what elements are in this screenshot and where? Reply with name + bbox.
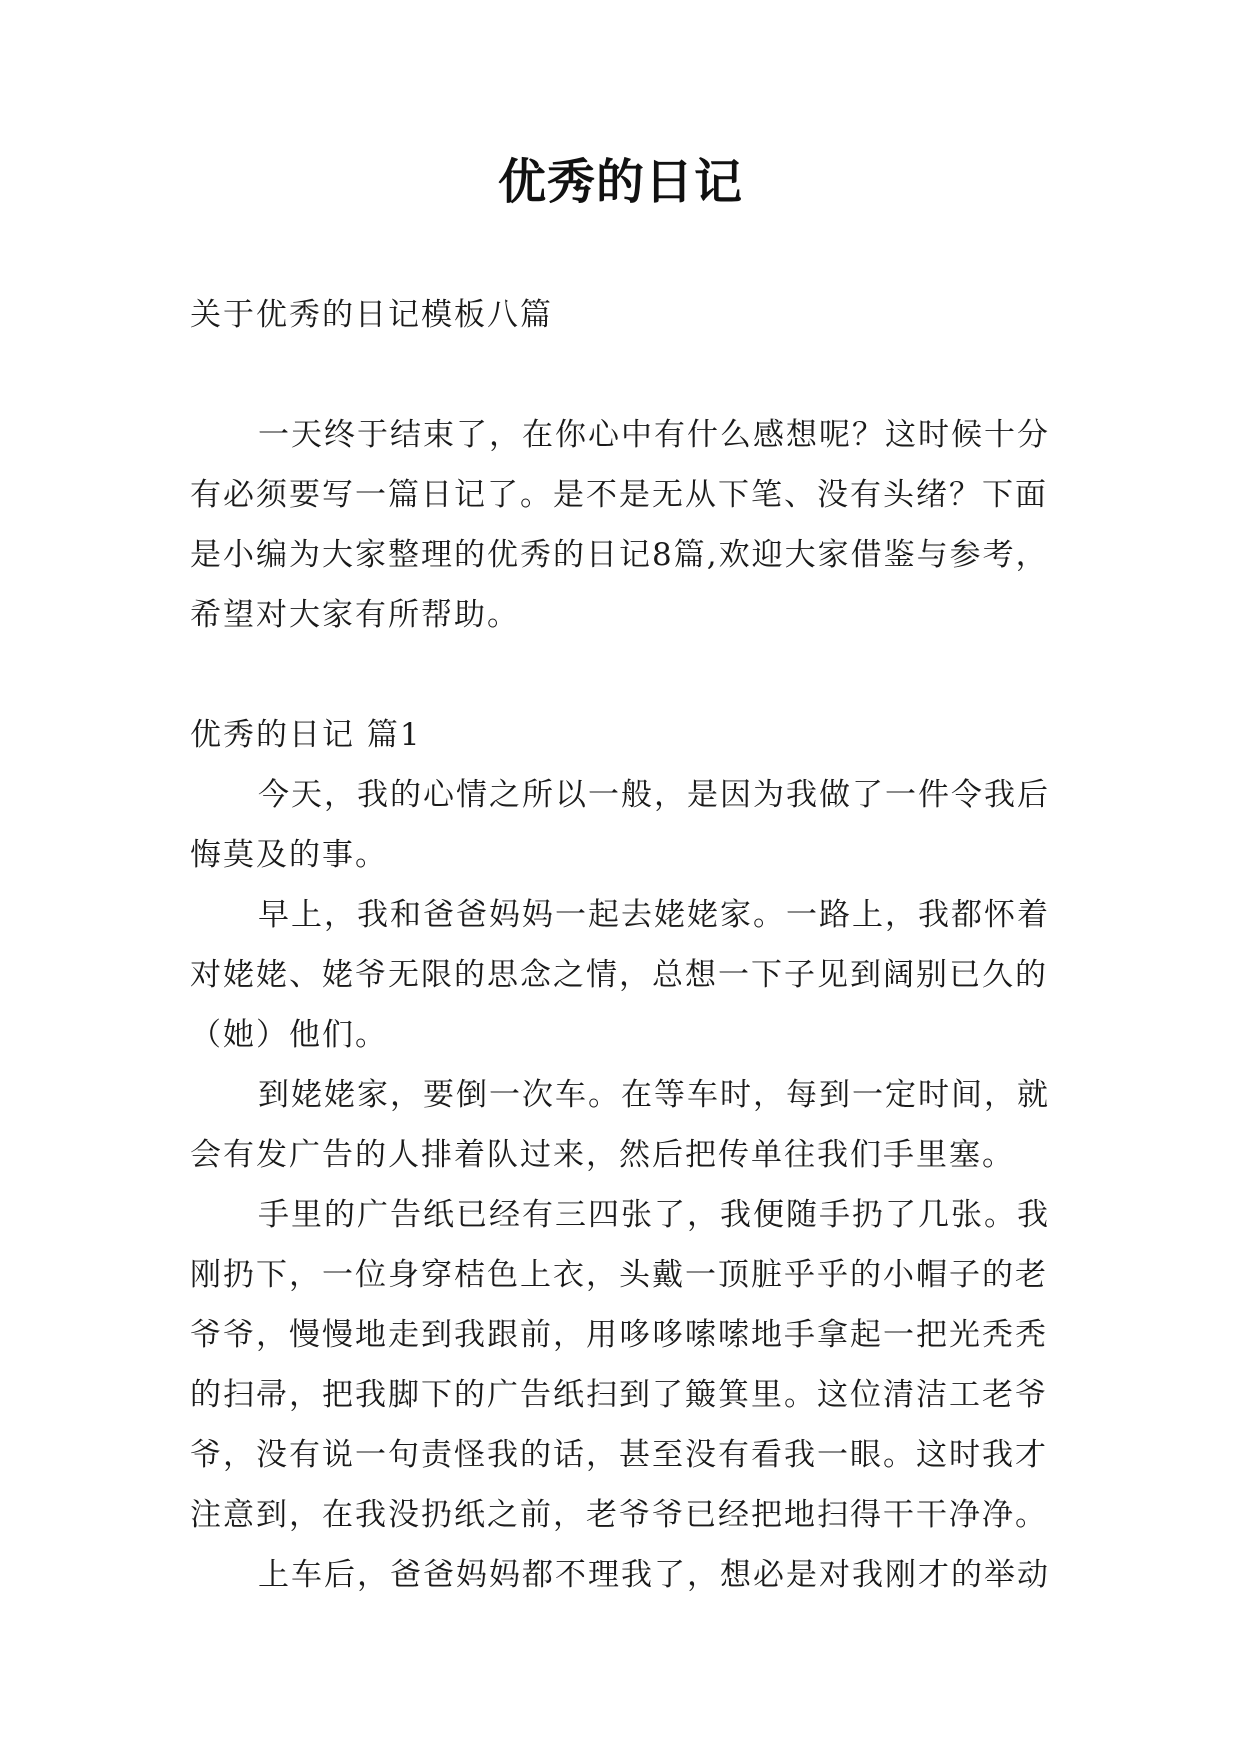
body-line: （她）他们。 bbox=[190, 1017, 388, 1053]
body-line: 今天，我的心情之所以一般，是因为我做了一件令我后 bbox=[258, 777, 1050, 813]
body-line: 爷爷，慢慢地走到我跟前，用哆哆嗦嗦地手拿起一把光秃秃 bbox=[190, 1317, 1048, 1353]
document-title: 优秀的日记 bbox=[497, 154, 743, 210]
body-line: 刚扔下，一位身穿桔色上衣，头戴一顶脏乎乎的小帽子的老 bbox=[190, 1257, 1048, 1293]
document-subtitle: 关于优秀的日记模板八篇 bbox=[190, 297, 553, 333]
section-heading: 优秀的日记 篇1 bbox=[190, 717, 422, 753]
body-line: 悔莫及的事。 bbox=[190, 837, 388, 873]
intro-line: 希望对大家有所帮助。 bbox=[190, 597, 520, 633]
document-body bbox=[190, 285, 1060, 1605]
body-line: 早上，我和爸爸妈妈一起去姥姥家。一路上，我都怀着 bbox=[258, 897, 1050, 933]
intro-line: 是小编为大家整理的优秀的日记8篇,欢迎大家借鉴与参考， bbox=[190, 537, 1049, 573]
intro-line: 有必须要写一篇日记了。是不是无从下笔、没有头绪？下面 bbox=[190, 477, 1048, 513]
body-line: 到姥姥家，要倒一次车。在等车时，每到一定时间，就 bbox=[258, 1077, 1050, 1113]
intro-line: 一天终于结束了，在你心中有什么感想呢？这时候十分 bbox=[258, 417, 1050, 453]
body-line: 的扫帚，把我脚下的广告纸扫到了簸箕里。这位清洁工老爷 bbox=[190, 1377, 1048, 1413]
body-line: 注意到，在我没扔纸之前，老爷爷已经把地扫得干干净净。 bbox=[190, 1497, 1048, 1533]
body-line: 会有发广告的人排着队过来，然后把传单往我们手里塞。 bbox=[190, 1137, 1015, 1173]
spacer bbox=[190, 345, 1060, 405]
body-line: 爷，没有说一句责怪我的话，甚至没有看我一眼。这时我才 bbox=[190, 1437, 1048, 1473]
body-line: 手里的广告纸已经有三四张了，我便随手扔了几张。我 bbox=[258, 1197, 1050, 1233]
spacer bbox=[190, 645, 1060, 705]
body-line: 上车后，爸爸妈妈都不理我了，想必是对我刚才的举动 bbox=[258, 1557, 1050, 1593]
body-line: 对姥姥、姥爷无限的思念之情，总想一下子见到阔别已久的 bbox=[190, 957, 1048, 993]
